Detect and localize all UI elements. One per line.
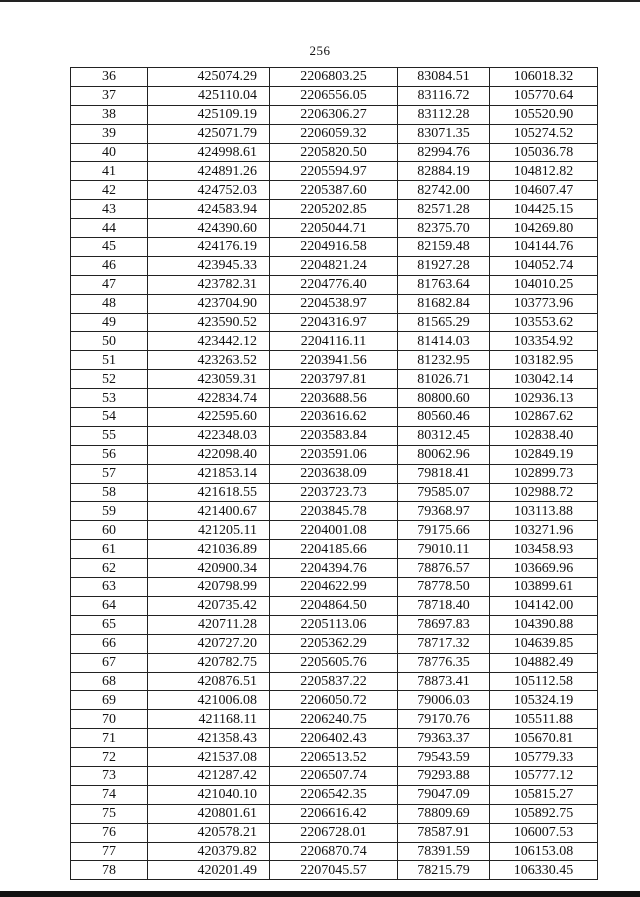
easting-cell: 82994.76	[398, 143, 490, 162]
point-number-cell: 66	[71, 634, 148, 653]
table-row	[71, 861, 598, 880]
x-coordinate-cell: 421287.42	[148, 766, 270, 785]
point-number-cell: 56	[71, 445, 148, 464]
x-coordinate-cell: 423263.52	[148, 351, 270, 370]
point-number-cell: 48	[71, 294, 148, 313]
y-coordinate-cell: 2205820.50	[270, 143, 398, 162]
table-row	[71, 691, 598, 710]
table-row	[71, 256, 598, 275]
x-coordinate-cell: 423704.90	[148, 294, 270, 313]
easting-cell: 81682.84	[398, 294, 490, 313]
table-row	[71, 162, 598, 181]
northing-cell: 102838.40	[490, 426, 598, 445]
northing-cell: 104425.15	[490, 200, 598, 219]
table-row	[71, 653, 598, 672]
point-number-cell: 69	[71, 691, 148, 710]
scan-top-edge	[0, 0, 640, 2]
point-number-cell: 68	[71, 672, 148, 691]
y-coordinate-cell: 2207045.57	[270, 861, 398, 880]
northing-cell: 104390.88	[490, 615, 598, 634]
table-row	[71, 445, 598, 464]
y-coordinate-cell: 2204821.24	[270, 256, 398, 275]
table-row	[71, 105, 598, 124]
x-coordinate-cell: 420876.51	[148, 672, 270, 691]
easting-cell: 81232.95	[398, 351, 490, 370]
y-coordinate-cell: 2206616.42	[270, 804, 398, 823]
northing-cell: 105892.75	[490, 804, 598, 823]
y-coordinate-cell: 2205113.06	[270, 615, 398, 634]
easting-cell: 82571.28	[398, 200, 490, 219]
table-row	[71, 766, 598, 785]
coordinate-table-body	[71, 68, 598, 880]
point-number-cell: 73	[71, 766, 148, 785]
table-row	[71, 408, 598, 427]
table-row	[71, 389, 598, 408]
y-coordinate-cell: 2203583.84	[270, 426, 398, 445]
easting-cell: 79363.37	[398, 729, 490, 748]
northing-cell: 103899.61	[490, 578, 598, 597]
x-coordinate-cell: 424891.26	[148, 162, 270, 181]
point-number-cell: 38	[71, 105, 148, 124]
point-number-cell: 59	[71, 502, 148, 521]
y-coordinate-cell: 2204776.40	[270, 275, 398, 294]
x-coordinate-cell: 420801.61	[148, 804, 270, 823]
easting-cell: 82375.70	[398, 219, 490, 238]
point-number-cell: 77	[71, 842, 148, 861]
northing-cell: 104142.00	[490, 596, 598, 615]
y-coordinate-cell: 2203723.73	[270, 483, 398, 502]
easting-cell: 78391.59	[398, 842, 490, 861]
x-coordinate-cell: 425071.79	[148, 124, 270, 143]
y-coordinate-cell: 2206513.52	[270, 748, 398, 767]
point-number-cell: 63	[71, 578, 148, 597]
point-number-cell: 49	[71, 313, 148, 332]
point-number-cell: 65	[71, 615, 148, 634]
table-row	[71, 181, 598, 200]
northing-cell: 105670.81	[490, 729, 598, 748]
table-row	[71, 729, 598, 748]
y-coordinate-cell: 2203797.81	[270, 370, 398, 389]
northing-cell: 103354.92	[490, 332, 598, 351]
x-coordinate-cell: 420782.75	[148, 653, 270, 672]
table-row	[71, 313, 598, 332]
y-coordinate-cell: 2205605.76	[270, 653, 398, 672]
page-number: 256	[309, 43, 331, 58]
northing-cell: 103042.14	[490, 370, 598, 389]
easting-cell: 79818.41	[398, 464, 490, 483]
y-coordinate-cell: 2205044.71	[270, 219, 398, 238]
x-coordinate-cell: 422595.60	[148, 408, 270, 427]
y-coordinate-cell: 2204538.97	[270, 294, 398, 313]
y-coordinate-cell: 2206240.75	[270, 710, 398, 729]
x-coordinate-cell: 423590.52	[148, 313, 270, 332]
y-coordinate-cell: 2206306.27	[270, 105, 398, 124]
easting-cell: 80560.46	[398, 408, 490, 427]
x-coordinate-cell: 422348.03	[148, 426, 270, 445]
y-coordinate-cell: 2203845.78	[270, 502, 398, 521]
point-number-cell: 53	[71, 389, 148, 408]
easting-cell: 81026.71	[398, 370, 490, 389]
y-coordinate-cell: 2205202.85	[270, 200, 398, 219]
northing-cell: 105324.19	[490, 691, 598, 710]
easting-cell: 79293.88	[398, 766, 490, 785]
easting-cell: 81927.28	[398, 256, 490, 275]
y-coordinate-cell: 2203688.56	[270, 389, 398, 408]
easting-cell: 83084.51	[398, 68, 490, 87]
northing-cell: 106330.45	[490, 861, 598, 880]
x-coordinate-cell: 420727.20	[148, 634, 270, 653]
x-coordinate-cell: 420798.99	[148, 578, 270, 597]
table-row	[71, 559, 598, 578]
coordinate-table	[70, 67, 598, 880]
point-number-cell: 64	[71, 596, 148, 615]
point-number-cell: 57	[71, 464, 148, 483]
table-row	[71, 578, 598, 597]
x-coordinate-cell: 421168.11	[148, 710, 270, 729]
y-coordinate-cell: 2204316.97	[270, 313, 398, 332]
easting-cell: 81414.03	[398, 332, 490, 351]
y-coordinate-cell: 2203638.09	[270, 464, 398, 483]
easting-cell: 78873.41	[398, 672, 490, 691]
table-row	[71, 124, 598, 143]
x-coordinate-cell: 421400.67	[148, 502, 270, 521]
point-number-cell: 71	[71, 729, 148, 748]
y-coordinate-cell: 2204394.76	[270, 559, 398, 578]
y-coordinate-cell: 2204185.66	[270, 540, 398, 559]
northing-cell: 105770.64	[490, 86, 598, 105]
northing-cell: 105815.27	[490, 785, 598, 804]
x-coordinate-cell: 420578.21	[148, 823, 270, 842]
point-number-cell: 74	[71, 785, 148, 804]
table-row	[71, 483, 598, 502]
x-coordinate-cell: 421006.08	[148, 691, 270, 710]
northing-cell: 103113.88	[490, 502, 598, 521]
northing-cell: 104812.82	[490, 162, 598, 181]
x-coordinate-cell: 424998.61	[148, 143, 270, 162]
y-coordinate-cell: 2206507.74	[270, 766, 398, 785]
northing-cell: 105511.88	[490, 710, 598, 729]
table-row	[71, 238, 598, 257]
y-coordinate-cell: 2205387.60	[270, 181, 398, 200]
northing-cell: 102867.62	[490, 408, 598, 427]
x-coordinate-cell: 422834.74	[148, 389, 270, 408]
point-number-cell: 44	[71, 219, 148, 238]
northing-cell: 103271.96	[490, 521, 598, 540]
point-number-cell: 47	[71, 275, 148, 294]
x-coordinate-cell: 420711.28	[148, 615, 270, 634]
easting-cell: 83112.28	[398, 105, 490, 124]
x-coordinate-cell: 420379.82	[148, 842, 270, 861]
table-row	[71, 521, 598, 540]
y-coordinate-cell: 2205594.97	[270, 162, 398, 181]
point-number-cell: 60	[71, 521, 148, 540]
y-coordinate-cell: 2204001.08	[270, 521, 398, 540]
y-coordinate-cell: 2206556.05	[270, 86, 398, 105]
x-coordinate-cell: 425109.19	[148, 105, 270, 124]
x-coordinate-cell: 421036.89	[148, 540, 270, 559]
table-row	[71, 68, 598, 87]
point-number-cell: 40	[71, 143, 148, 162]
northing-cell: 105520.90	[490, 105, 598, 124]
table-row	[71, 426, 598, 445]
northing-cell: 103458.93	[490, 540, 598, 559]
y-coordinate-cell: 2206542.35	[270, 785, 398, 804]
easting-cell: 79368.97	[398, 502, 490, 521]
table-row	[71, 842, 598, 861]
point-number-cell: 67	[71, 653, 148, 672]
point-number-cell: 46	[71, 256, 148, 275]
x-coordinate-cell: 424176.19	[148, 238, 270, 257]
northing-cell: 104052.74	[490, 256, 598, 275]
northing-cell: 104010.25	[490, 275, 598, 294]
table-row	[71, 86, 598, 105]
x-coordinate-cell: 420900.34	[148, 559, 270, 578]
easting-cell: 78809.69	[398, 804, 490, 823]
table-row	[71, 634, 598, 653]
northing-cell: 102988.72	[490, 483, 598, 502]
easting-cell: 79047.09	[398, 785, 490, 804]
easting-cell: 82884.19	[398, 162, 490, 181]
point-number-cell: 61	[71, 540, 148, 559]
point-number-cell: 41	[71, 162, 148, 181]
y-coordinate-cell: 2206870.74	[270, 842, 398, 861]
easting-cell: 78776.35	[398, 653, 490, 672]
x-coordinate-cell: 423059.31	[148, 370, 270, 389]
y-coordinate-cell: 2206728.01	[270, 823, 398, 842]
easting-cell: 79170.76	[398, 710, 490, 729]
x-coordinate-cell: 421205.11	[148, 521, 270, 540]
northing-cell: 104269.80	[490, 219, 598, 238]
northing-cell: 105274.52	[490, 124, 598, 143]
x-coordinate-cell: 424390.60	[148, 219, 270, 238]
table-row	[71, 200, 598, 219]
point-number-cell: 55	[71, 426, 148, 445]
point-number-cell: 39	[71, 124, 148, 143]
northing-cell: 105777.12	[490, 766, 598, 785]
point-number-cell: 76	[71, 823, 148, 842]
easting-cell: 80312.45	[398, 426, 490, 445]
easting-cell: 78778.50	[398, 578, 490, 597]
northing-cell: 105112.58	[490, 672, 598, 691]
y-coordinate-cell: 2204116.11	[270, 332, 398, 351]
table-row	[71, 710, 598, 729]
y-coordinate-cell: 2204916.58	[270, 238, 398, 257]
x-coordinate-cell: 421040.10	[148, 785, 270, 804]
x-coordinate-cell: 423442.12	[148, 332, 270, 351]
point-number-cell: 62	[71, 559, 148, 578]
northing-cell: 104607.47	[490, 181, 598, 200]
northing-cell: 106153.08	[490, 842, 598, 861]
y-coordinate-cell: 2206050.72	[270, 691, 398, 710]
table-row	[71, 672, 598, 691]
point-number-cell: 52	[71, 370, 148, 389]
northing-cell: 104144.76	[490, 238, 598, 257]
x-coordinate-cell: 421358.43	[148, 729, 270, 748]
point-number-cell: 42	[71, 181, 148, 200]
x-coordinate-cell: 424752.03	[148, 181, 270, 200]
x-coordinate-cell: 425074.29	[148, 68, 270, 87]
y-coordinate-cell: 2205837.22	[270, 672, 398, 691]
point-number-cell: 75	[71, 804, 148, 823]
easting-cell: 78718.40	[398, 596, 490, 615]
table-row	[71, 464, 598, 483]
table-row	[71, 615, 598, 634]
easting-cell: 79175.66	[398, 521, 490, 540]
x-coordinate-cell: 425110.04	[148, 86, 270, 105]
northing-cell: 105779.33	[490, 748, 598, 767]
easting-cell: 80800.60	[398, 389, 490, 408]
point-number-cell: 51	[71, 351, 148, 370]
point-number-cell: 43	[71, 200, 148, 219]
easting-cell: 82159.48	[398, 238, 490, 257]
easting-cell: 79585.07	[398, 483, 490, 502]
table-row	[71, 748, 598, 767]
point-number-cell: 78	[71, 861, 148, 880]
point-number-cell: 36	[71, 68, 148, 87]
x-coordinate-cell: 424583.94	[148, 200, 270, 219]
y-coordinate-cell: 2206059.32	[270, 124, 398, 143]
y-coordinate-cell: 2206803.25	[270, 68, 398, 87]
easting-cell: 78215.79	[398, 861, 490, 880]
x-coordinate-cell: 423945.33	[148, 256, 270, 275]
easting-cell: 81565.29	[398, 313, 490, 332]
easting-cell: 83116.72	[398, 86, 490, 105]
x-coordinate-cell: 420735.42	[148, 596, 270, 615]
table-row	[71, 294, 598, 313]
easting-cell: 81763.64	[398, 275, 490, 294]
easting-cell: 78587.91	[398, 823, 490, 842]
northing-cell: 103553.62	[490, 313, 598, 332]
scan-bottom-edge	[0, 891, 640, 897]
northing-cell: 102936.13	[490, 389, 598, 408]
table-row	[71, 370, 598, 389]
northing-cell: 102849.19	[490, 445, 598, 464]
x-coordinate-cell: 423782.31	[148, 275, 270, 294]
table-row	[71, 219, 598, 238]
table-row	[71, 785, 598, 804]
point-number-cell: 45	[71, 238, 148, 257]
table-row	[71, 275, 598, 294]
northing-cell: 105036.78	[490, 143, 598, 162]
point-number-cell: 54	[71, 408, 148, 427]
easting-cell: 79006.03	[398, 691, 490, 710]
northing-cell: 104639.85	[490, 634, 598, 653]
northing-cell: 103182.95	[490, 351, 598, 370]
easting-cell: 78697.83	[398, 615, 490, 634]
y-coordinate-cell: 2203941.56	[270, 351, 398, 370]
northing-cell: 102899.73	[490, 464, 598, 483]
x-coordinate-cell: 421618.55	[148, 483, 270, 502]
point-number-cell: 70	[71, 710, 148, 729]
x-coordinate-cell: 422098.40	[148, 445, 270, 464]
northing-cell: 106018.32	[490, 68, 598, 87]
table-row	[71, 596, 598, 615]
y-coordinate-cell: 2203591.06	[270, 445, 398, 464]
x-coordinate-cell: 420201.49	[148, 861, 270, 880]
table-row	[71, 332, 598, 351]
easting-cell: 78717.32	[398, 634, 490, 653]
northing-cell: 104882.49	[490, 653, 598, 672]
easting-cell: 79010.11	[398, 540, 490, 559]
easting-cell: 78876.57	[398, 559, 490, 578]
y-coordinate-cell: 2205362.29	[270, 634, 398, 653]
y-coordinate-cell: 2204622.99	[270, 578, 398, 597]
easting-cell: 79543.59	[398, 748, 490, 767]
easting-cell: 82742.00	[398, 181, 490, 200]
easting-cell: 83071.35	[398, 124, 490, 143]
table-row	[71, 143, 598, 162]
northing-cell: 106007.53	[490, 823, 598, 842]
table-row	[71, 351, 598, 370]
northing-cell: 103773.96	[490, 294, 598, 313]
point-number-cell: 50	[71, 332, 148, 351]
point-number-cell: 58	[71, 483, 148, 502]
x-coordinate-cell: 421853.14	[148, 464, 270, 483]
table-row	[71, 540, 598, 559]
table-row	[71, 804, 598, 823]
y-coordinate-cell: 2204864.50	[270, 596, 398, 615]
northing-cell: 103669.96	[490, 559, 598, 578]
y-coordinate-cell: 2203616.62	[270, 408, 398, 427]
point-number-cell: 72	[71, 748, 148, 767]
y-coordinate-cell: 2206402.43	[270, 729, 398, 748]
point-number-cell: 37	[71, 86, 148, 105]
easting-cell: 80062.96	[398, 445, 490, 464]
table-row	[71, 502, 598, 521]
table-row	[71, 823, 598, 842]
x-coordinate-cell: 421537.08	[148, 748, 270, 767]
